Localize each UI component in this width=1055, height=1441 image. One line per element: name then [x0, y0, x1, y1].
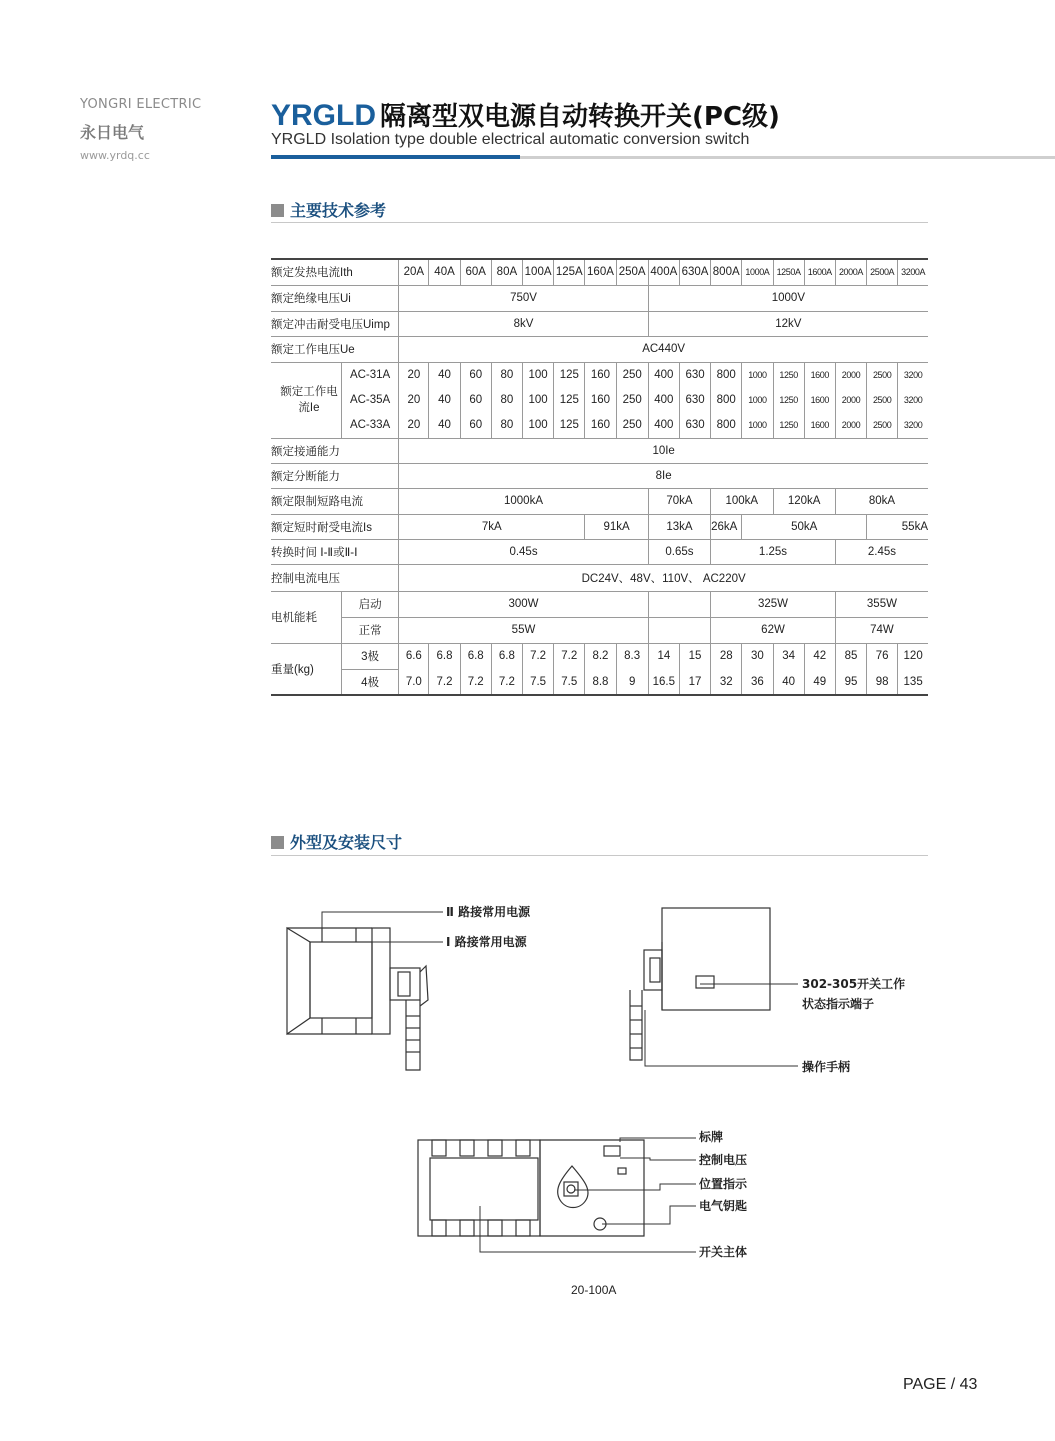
- table-cell: 3200: [903, 395, 923, 405]
- current-cell: 2000A: [835, 259, 866, 285]
- label-handle: 操作手柄: [802, 1060, 851, 1074]
- table-cell: 125: [554, 362, 585, 387]
- table-cell: 1600: [804, 387, 835, 413]
- table-cell: 6.8: [429, 643, 460, 669]
- table-cell: 1000: [742, 413, 773, 438]
- table-cell: 36: [742, 669, 773, 695]
- table-cell: 1000: [742, 387, 773, 413]
- table-cell: 120: [903, 650, 923, 663]
- table-cell: 160: [585, 387, 616, 413]
- current-cell: 1000A: [742, 259, 773, 285]
- row-label: 转换时间 Ⅰ-Ⅱ或Ⅱ-Ⅰ: [271, 539, 399, 564]
- table-cell: 7.2: [491, 669, 522, 695]
- table-cell: 15: [679, 643, 710, 669]
- table-cell: 20: [399, 362, 429, 387]
- current-cell: 400A: [648, 259, 679, 285]
- title-model: YRGLD: [271, 99, 376, 132]
- current-cell: 60A: [460, 259, 491, 285]
- table-cell: 2500: [867, 362, 898, 387]
- table-cell: 2.45s: [867, 545, 896, 558]
- label-line2-source: Ⅱ 路接常用电源: [446, 905, 531, 919]
- table-cell: 20: [399, 387, 429, 413]
- row-label: 额定接通能力: [271, 438, 399, 463]
- table-cell: 1000: [742, 362, 773, 387]
- table-cell: 0.65s: [648, 539, 710, 564]
- sub-label: 4极: [341, 669, 398, 695]
- current-cell: 1250A: [773, 259, 804, 285]
- table-cell: 325W: [711, 591, 836, 617]
- row-label: 重量(kg): [271, 643, 341, 695]
- table-cell: 8Ie: [655, 469, 672, 482]
- table-cell: 74W: [870, 624, 894, 636]
- table-cell: 17: [679, 669, 710, 695]
- table-cell: 100: [523, 362, 554, 387]
- table-cell: 7kA: [399, 514, 585, 539]
- label-position-indicator: 位置指示: [699, 1177, 748, 1191]
- table-cell: 630: [679, 387, 710, 413]
- table-cell: 2500: [867, 387, 898, 413]
- table-cell: 100kA: [711, 488, 773, 514]
- table-cell: 355W: [866, 598, 897, 610]
- table-cell: 40: [429, 387, 460, 413]
- table-cell: 135: [903, 675, 923, 688]
- table-cell: 800: [711, 387, 742, 413]
- table-cell: 1.25s: [711, 539, 836, 564]
- current-cell: 250A: [616, 259, 648, 285]
- table-cell: 8.8: [585, 669, 616, 695]
- row-label: 额定限制短路电流: [271, 488, 399, 514]
- ie-category: AC-31A: [341, 362, 398, 387]
- table-cell: 55W: [399, 617, 648, 643]
- table-cell: 1600: [804, 413, 835, 438]
- table-cell: 95: [835, 669, 866, 695]
- table-cell: 250: [616, 413, 648, 438]
- current-cell: 800A: [711, 259, 742, 285]
- sub-label: 3极: [341, 643, 398, 669]
- table-cell: 400: [648, 413, 679, 438]
- table-cell: 7.0: [399, 669, 429, 695]
- current-cell: 100A: [523, 259, 554, 285]
- table-cell: 2000: [835, 362, 866, 387]
- table-cell: 40: [429, 362, 460, 387]
- table-cell: 400: [648, 387, 679, 413]
- table-cell: 9: [616, 669, 648, 695]
- label-nameplate: 标牌: [699, 1130, 724, 1144]
- table-cell: 120kA: [773, 488, 835, 514]
- table-cell: 1000V: [771, 292, 805, 304]
- table-cell: 1250: [773, 387, 804, 413]
- table-cell: 100: [523, 413, 554, 438]
- section-heading-tech-text: 主要技术参考: [290, 201, 387, 220]
- table-cell: 160: [585, 362, 616, 387]
- table-cell: 30: [742, 643, 773, 669]
- table-cell: 8.3: [616, 643, 648, 669]
- brand-chinese: 永日电气: [80, 123, 145, 142]
- table-cell: 630: [679, 362, 710, 387]
- row-label: 额定冲击耐受电压Uimp: [271, 311, 399, 336]
- table-cell: 14: [648, 643, 679, 669]
- table-cell: 3200: [903, 420, 923, 431]
- table-cell: 42: [804, 643, 835, 669]
- table-cell: 32: [711, 669, 742, 695]
- table-cell: 40: [429, 413, 460, 438]
- table-cell: 6.6: [399, 643, 429, 669]
- table-cell: 70kA: [648, 488, 710, 514]
- table-cell: 6.8: [460, 643, 491, 669]
- diagram-caption: 20-100A: [571, 1283, 617, 1297]
- label-indicator-terminal-1: 302-305开关工作: [802, 977, 906, 991]
- table-cell: 250: [616, 362, 648, 387]
- table-cell: 16.5: [648, 669, 679, 695]
- table-cell: DC24V、48V、110V、 AC220V: [581, 572, 746, 585]
- table-cell: 630: [679, 413, 710, 438]
- table-cell: AC440V: [642, 343, 686, 355]
- table-cell: 8kV: [399, 311, 648, 336]
- top-view-drawing: [418, 1140, 644, 1236]
- table-cell: 750V: [399, 285, 648, 311]
- table-cell: 60: [460, 362, 491, 387]
- table-cell: 80: [491, 413, 522, 438]
- page-number: PAGE / 43: [903, 1376, 978, 1393]
- ie-category: AC-33A: [341, 413, 398, 438]
- table-cell: 6.8: [491, 643, 522, 669]
- table-cell: 98: [867, 669, 898, 695]
- row-label: 额定分断能力: [271, 463, 399, 488]
- table-cell: 60: [460, 413, 491, 438]
- table-cell: 10Ie: [652, 444, 675, 457]
- table-cell: 3200: [903, 369, 923, 380]
- table-cell: 80: [491, 387, 522, 413]
- current-cell: 125A: [554, 259, 585, 285]
- label-line1-source: Ⅰ 路接常用电源: [446, 935, 527, 949]
- table-cell: 125: [554, 413, 585, 438]
- table-cell: 34: [773, 643, 804, 669]
- table-cell: 8.2: [585, 643, 616, 669]
- table-cell: 7.2: [523, 643, 554, 669]
- current-cell: 630A: [679, 259, 710, 285]
- table-cell: 125: [554, 387, 585, 413]
- table-cell: 62W: [711, 617, 836, 643]
- label-indicator-terminal-2: 状态指示端子: [802, 997, 875, 1011]
- label-control-voltage: 控制电压: [699, 1153, 748, 1167]
- table-cell: 12kV: [775, 317, 802, 330]
- header-label: 额定发热电流Ith: [271, 259, 399, 285]
- table-cell: 7.2: [554, 643, 585, 669]
- table-cell: 800: [711, 413, 742, 438]
- table-cell: 2000: [835, 413, 866, 438]
- title-chinese: 隔离型双电源自动转换开关(PC级): [380, 102, 780, 132]
- row-label: 额定短时耐受电流Is: [271, 514, 399, 539]
- current-cell: 40A: [429, 259, 460, 285]
- table-cell: 100: [523, 387, 554, 413]
- table-cell: 1600: [804, 362, 835, 387]
- table-cell: 2500: [867, 413, 898, 438]
- ie-category: AC-35A: [341, 387, 398, 413]
- row-label: 额定工作电流Ie: [271, 362, 341, 438]
- table-cell: 76: [867, 643, 898, 669]
- sub-label: 正常: [341, 617, 398, 643]
- row-label: 控制电流电压: [271, 564, 399, 591]
- section-heading-dims-text: 外型及安装尺寸: [290, 833, 403, 852]
- current-cell: 2500A: [867, 259, 898, 285]
- table-cell: 7.2: [429, 669, 460, 695]
- current-cell: 20A: [399, 259, 429, 285]
- table-cell: 2000: [835, 387, 866, 413]
- table-cell: 49: [804, 669, 835, 695]
- table-cell: 26kA: [711, 514, 742, 539]
- table-cell: 7.5: [554, 669, 585, 695]
- table-cell: 250: [616, 387, 648, 413]
- brand-url[interactable]: www.yrdq.cc: [80, 149, 150, 162]
- table-cell: 50kA: [742, 514, 867, 539]
- table-cell: 400: [648, 362, 679, 387]
- table-cell: 800: [711, 362, 742, 387]
- current-cell: 3200A: [901, 267, 926, 278]
- table-cell: 7.2: [460, 669, 491, 695]
- table-cell: 7.5: [523, 669, 554, 695]
- table-cell: 160: [585, 413, 616, 438]
- page-subtitle: YRGLD Isolation type double electrical automatic conversion switch: [271, 131, 750, 148]
- label-switch-body: 开关主体: [699, 1245, 748, 1259]
- table-cell: 91kA: [585, 514, 648, 539]
- table-cell: 40: [773, 669, 804, 695]
- side-view-drawing: [287, 928, 428, 1070]
- label-electric-key: 电气钥匙: [699, 1199, 748, 1213]
- table-cell: 80: [491, 362, 522, 387]
- table-cell: 60: [460, 387, 491, 413]
- table-cell: 80kA: [868, 495, 896, 507]
- table-cell: 1250: [773, 413, 804, 438]
- current-cell: 80A: [491, 259, 522, 285]
- table-cell: 1000kA: [399, 488, 648, 514]
- table-cell: 85: [835, 643, 866, 669]
- table-cell: 300W: [399, 591, 648, 617]
- current-cell: 160A: [585, 259, 616, 285]
- table-cell: 55kA: [901, 520, 928, 533]
- sub-label: 启动: [341, 591, 398, 617]
- table-cell: 20: [399, 413, 429, 438]
- brand-english: YONGRI ELECTRIC: [80, 97, 202, 112]
- current-cell: 1600A: [804, 259, 835, 285]
- row-label: 额定工作电压Ue: [271, 336, 399, 362]
- table-cell: 0.45s: [399, 539, 648, 564]
- row-label: 电机能耗: [271, 591, 341, 643]
- table-cell: 28: [711, 643, 742, 669]
- row-label: 额定绝缘电压Ui: [271, 285, 399, 311]
- table-cell: 13kA: [648, 514, 710, 539]
- table-cell: 1250: [773, 362, 804, 387]
